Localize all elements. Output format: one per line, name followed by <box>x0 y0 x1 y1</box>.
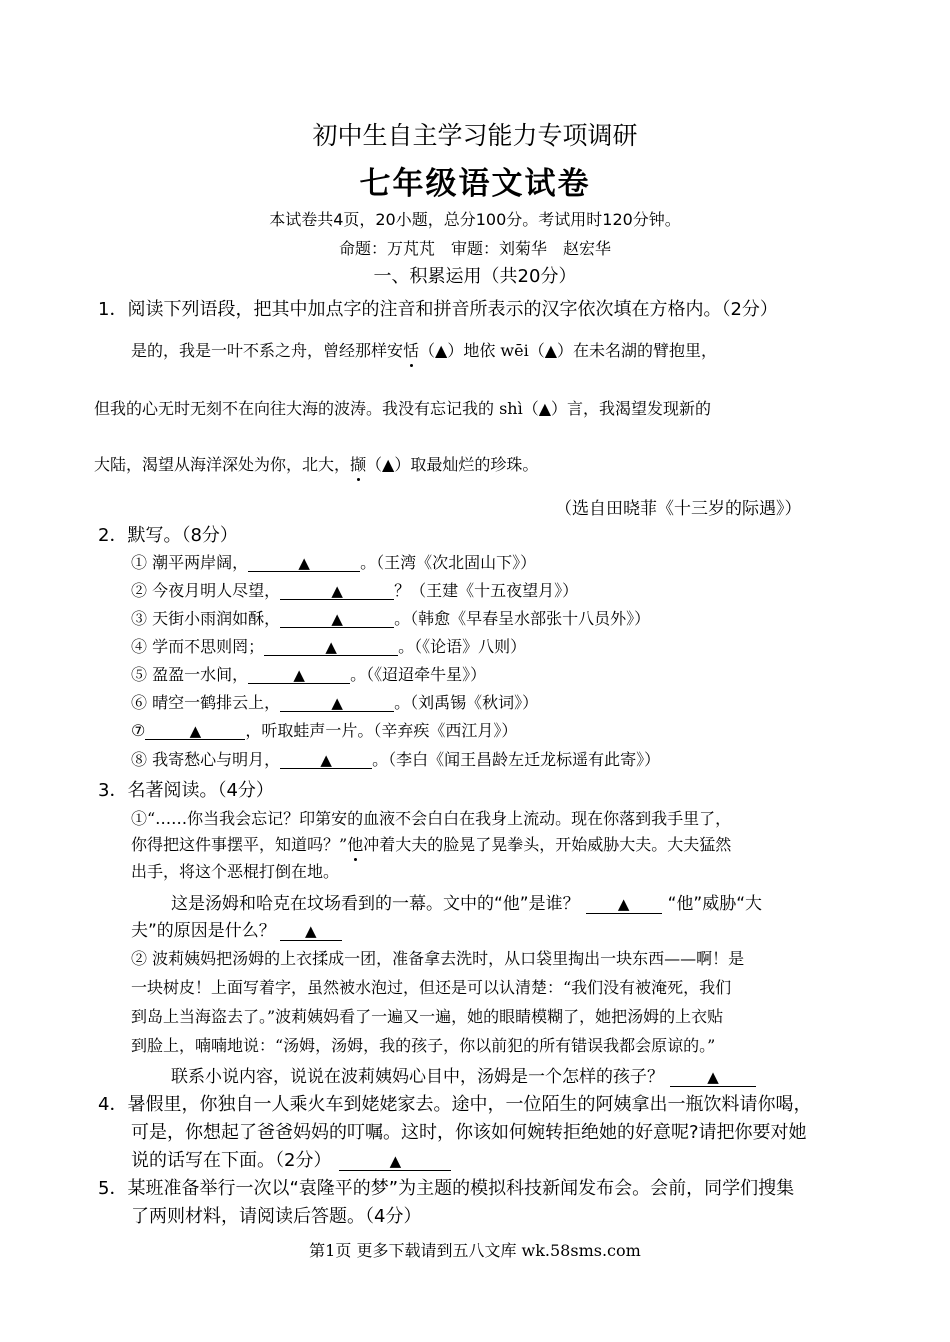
question-4-line-2: 可是，你想起了爸爸妈妈的叮嘱。这时，你该如何婉转拒绝她的好意呢?请把你要对她 <box>131 1122 807 1143</box>
triangle-marker-icon: ▲ <box>325 638 337 656</box>
q3-question-a-line-1 <box>171 889 762 914</box>
passage-text: （▲）地依 wēi（▲）在未名湖的臂抱里， <box>419 341 718 360</box>
recitation-suffix: ，听取蛙声一片。（辛弃疾《西江月》） <box>245 721 518 740</box>
question-text: “他”威胁“大 <box>667 894 763 914</box>
question-number: 4． <box>98 1094 128 1115</box>
triangle-marker-icon: ▲ <box>331 610 343 628</box>
q3-excerpt2-line-1: ② 波莉姨妈把汤姆的上衣揉成一团，准备拿去洗时，从口袋里掏出一块东西——啊！是 <box>131 949 745 968</box>
question-text: 夫”的原因是什么？ <box>131 921 276 941</box>
recitation-prefix: ⑤ 盈盈一水间， <box>131 665 249 684</box>
answer-blank[interactable] <box>586 896 662 914</box>
recitation-prefix: ④ 学而不思则罔； <box>131 637 265 656</box>
passage-text: （▲）取最灿烂的珍珠。 <box>366 455 539 474</box>
answer-blank[interactable] <box>670 1069 756 1087</box>
recitation-item <box>131 634 526 657</box>
dotted-character: 撷 <box>350 452 366 475</box>
answer-blank[interactable] <box>145 723 245 740</box>
triangle-marker-icon: ▲ <box>320 751 332 769</box>
q1-passage-line-3 <box>94 452 538 475</box>
q3-question-b <box>171 1062 756 1087</box>
recitation-item <box>131 718 517 741</box>
triangle-marker-icon: ▲ <box>298 554 310 572</box>
recitation-prefix: ⑥ 晴空一鹤排云上， <box>131 693 281 712</box>
dotted-character: 他 <box>347 832 363 855</box>
question-text: 某班准备举行一次以“袁隆平的梦”为主题的模拟科技新闻发布会。会前，同学们搜集 <box>127 1178 795 1199</box>
q1-source: （选自田晓菲《十三岁的际遇》） <box>555 499 802 519</box>
question-text: 默写。（8分） <box>127 525 238 546</box>
recitation-item <box>131 550 536 573</box>
question-5-line-2: 了两则材料，请阅读后答题。（4分） <box>131 1206 422 1227</box>
question-number: 3． <box>98 780 128 801</box>
answer-blank[interactable] <box>248 667 350 684</box>
q3-excerpt1-line-2 <box>131 832 731 855</box>
question-5-line-1 <box>98 1174 794 1200</box>
q3-excerpt2-line-2: 一块树皮！上面写着字，虽然被水泡过，但还是可以认清楚：“我们没有被淹死，我们 <box>131 978 732 997</box>
question-1-prompt <box>98 295 778 321</box>
recitation-prefix: ⑦ <box>131 721 146 740</box>
recitation-suffix: 。（刘禹锡《秋词》） <box>394 693 539 712</box>
q3-excerpt1-line-3: 出手，将这个恶棍打倒在地。 <box>131 862 340 881</box>
question-text: 暑假里，你独自一人乘火车到姥姥家去。途中，一位陌生的阿姨拿出一瓶饮料请你喝， <box>127 1094 812 1115</box>
recitation-prefix: ① 潮平两岸阔， <box>131 553 249 572</box>
recitation-prefix: ③ 天街小雨润如酥， <box>131 609 281 628</box>
q1-passage-line-1 <box>131 338 717 361</box>
question-number: 2． <box>98 525 128 546</box>
triangle-marker-icon: ▲ <box>305 922 317 940</box>
triangle-marker-icon: ▲ <box>331 582 343 600</box>
dotted-character: 恬 <box>403 338 419 361</box>
recitation-suffix: 。（王湾《次北固山下》） <box>360 553 537 572</box>
answer-blank[interactable] <box>280 923 342 941</box>
answer-blank[interactable] <box>280 752 372 769</box>
recitation-suffix: 。（李白《闻王昌龄左迁龙标遥有此寄》） <box>372 750 661 769</box>
question-4-line-3 <box>131 1146 451 1172</box>
question-number: 5． <box>98 1178 128 1199</box>
recitation-prefix: ② 今夜月明人尽望， <box>131 581 281 600</box>
question-text: 联系小说内容，说说在波莉姨妈心目中，汤姆是一个怎样的孩子？ <box>171 1067 664 1087</box>
question-4-line-1 <box>98 1090 811 1116</box>
question-text: 这是汤姆和哈克在坟场看到的一幕。文中的“他”是谁？ <box>171 894 580 914</box>
recitation-item <box>131 662 486 685</box>
answer-blank[interactable] <box>280 695 394 712</box>
triangle-marker-icon: ▲ <box>617 895 630 913</box>
passage-text: 是的，我是一叶不系之舟，曾经那样安 <box>131 341 404 360</box>
answer-blank[interactable] <box>280 611 394 628</box>
exam-title-line1: 初中生自主学习能力专项调研 <box>312 121 638 150</box>
answer-blank[interactable] <box>264 639 398 656</box>
page-footer: 第1页 更多下载请到五八文库 wk.58sms.com <box>309 1241 641 1260</box>
question-text: 阅读下列语段，把其中加点字的注音和拼音所表示的汉字依次填在方格内。（2分） <box>127 299 778 320</box>
excerpt-text: 冲着大夫的脸晃了晃拳头，开始威胁大夫。大夫猛然 <box>363 835 732 854</box>
excerpt-text: 你得把这件事摆平，知道吗？” <box>131 835 348 854</box>
triangle-marker-icon: ▲ <box>293 666 305 684</box>
recitation-suffix: ？（王建《十五夜望月》） <box>394 581 579 600</box>
recitation-item <box>131 690 538 713</box>
recitation-suffix: 。（《论语》八则） <box>398 637 527 656</box>
question-3-prompt <box>98 776 274 802</box>
passage-text: 大陆，渴望从海洋深处为你，北大， <box>94 455 351 474</box>
triangle-marker-icon: ▲ <box>389 1152 402 1170</box>
recitation-prefix: ⑧ 我寄愁心与明月， <box>131 750 281 769</box>
section-heading-1: 一、积累运用（共20分） <box>373 266 577 287</box>
recitation-suffix: 。（韩愈《早春呈水部张十八员外》） <box>394 609 651 628</box>
answer-blank[interactable] <box>339 1152 451 1171</box>
q3-excerpt1-line-1: ①“……你当我会忘记？印第安的血液不会白白在我身上流动。现在你落到我手里了， <box>131 809 732 828</box>
q3-excerpt2-line-4: 到脸上，喃喃地说：“汤姆，汤姆，我的孩子，你以前犯的所有错误我都会原谅的。” <box>131 1036 716 1055</box>
recitation-suffix: 。（《迢迢牵牛星》） <box>350 665 487 684</box>
recitation-item <box>131 606 650 629</box>
q3-excerpt2-line-3: 到岛上当海盗去了。”波莉姨妈看了一遍又一遍，她的眼睛模糊了，她把汤姆的上衣贴 <box>131 1007 724 1026</box>
triangle-marker-icon: ▲ <box>189 722 202 740</box>
triangle-marker-icon: ▲ <box>331 694 343 712</box>
question-text: 名著阅读。（4分） <box>127 780 274 801</box>
question-number: 1． <box>98 299 128 320</box>
exam-title-line2: 七年级语文试卷 <box>359 166 591 202</box>
q1-passage-line-2: 但我的心无时无刻不在向往大海的波涛。我没有忘记我的 shì（▲）言，我渴望发现新的 <box>94 399 712 418</box>
recitation-item <box>131 747 660 770</box>
question-2-prompt <box>98 521 238 547</box>
triangle-marker-icon: ▲ <box>707 1068 719 1086</box>
exam-info: 本试卷共4页，20小题，总分100分。考试用时120分钟。 <box>269 210 681 229</box>
answer-blank[interactable] <box>248 555 360 572</box>
answer-blank[interactable] <box>280 583 394 600</box>
recitation-item <box>131 578 578 601</box>
question-text: 说的话写在下面。（2分） <box>131 1150 332 1171</box>
q3-question-a-line-2 <box>131 916 342 941</box>
exam-authors: 命题：万芃芃 审题：刘菊华 赵宏华 <box>338 239 611 258</box>
